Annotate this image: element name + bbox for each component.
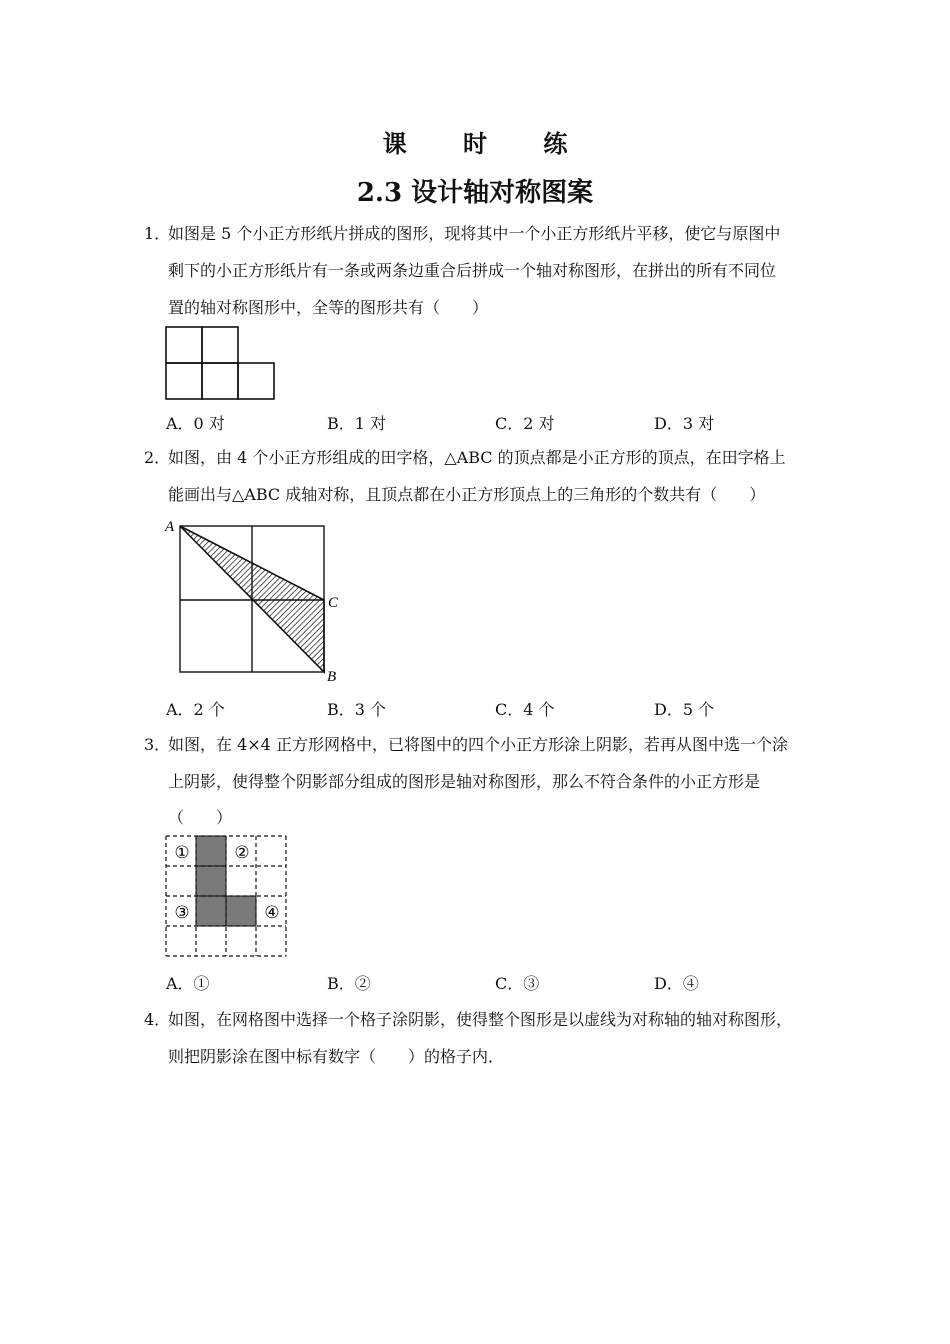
option-b[interactable]: B．1 对 [327, 414, 387, 433]
option-a[interactable]: A．2 个 [166, 700, 225, 719]
question-text-line: 剩下的小正方形纸片有一条或两条边重合后拼成一个轴对称图形，在拼出的所有不同位 [168, 261, 777, 280]
option-d[interactable]: D．3 对 [654, 414, 715, 433]
cell-label-1: ① [174, 843, 190, 862]
page-title: 课 时 练 [382, 129, 592, 158]
question-text-line: 置的轴对称图形中，全等的图形共有（ ） [168, 298, 489, 317]
page-subtitle: 2.3 设计轴对称图案 [356, 178, 594, 208]
triangle-grid-figure [162, 514, 352, 686]
option-b[interactable]: B．② [327, 974, 371, 993]
question-text-line: 能画出与△ABC 成轴对称，且顶点都在小正方形顶点上的三角形的个数共有（ ） [168, 485, 766, 504]
option-c[interactable]: C．③ [495, 974, 540, 993]
vertex-label-b: B [327, 669, 337, 685]
question-text-line: 上阴影，使得整个阴影部分组成的图形是轴对称图形，那么不符合条件的小正方形是 [168, 772, 761, 791]
shaded-cell [196, 866, 226, 896]
option-d[interactable]: D．④ [654, 974, 699, 993]
cell-label-2: ② [234, 843, 250, 862]
question-text-line: 如图，在 4×4 正方形网格中，已将图中的四个小正方形涂上阴影，若再从图中选一个涂 [168, 735, 788, 754]
vertex-label-c: C [328, 595, 339, 611]
question-text-line: 则把阴影涂在图中标有数字（ ）的格子内． [168, 1047, 505, 1066]
shaded-cell [196, 896, 226, 926]
vertex-label-a: A [165, 519, 175, 535]
shaded-cell [196, 836, 226, 866]
question-text-line: 如图，在网格图中选择一个格子涂阴影，使得整个图形是以虚线为对称轴的轴对称图形， [168, 1010, 793, 1029]
five-squares-figure [164, 325, 276, 401]
option-a[interactable]: A．① [166, 974, 210, 993]
question-text-line: 如图，由 4 个小正方形组成的田字格，△ABC 的顶点都是小正方形的顶点，在田字格上 [168, 448, 786, 467]
question-number: 3． [144, 735, 171, 754]
option-d[interactable]: D．5 个 [654, 700, 715, 719]
cell-label-3: ③ [174, 903, 190, 922]
option-c[interactable]: C．4 个 [495, 700, 555, 719]
dashed-grid-figure [164, 834, 290, 960]
question-text-line: 如图是 5 个小正方形纸片拼成的图形，现将其中一个小正方形纸片平移，使它与原图中 [168, 224, 781, 243]
question-number: 2． [144, 448, 171, 467]
option-c[interactable]: C．2 对 [495, 414, 555, 433]
shaded-cell [226, 896, 256, 926]
option-a[interactable]: A．0 对 [166, 414, 225, 433]
question-number: 4． [144, 1010, 171, 1029]
question-text-line: （ ） [168, 808, 233, 827]
option-b[interactable]: B．3 个 [327, 700, 387, 719]
cell-label-4: ④ [264, 903, 280, 922]
question-number: 1． [144, 224, 171, 243]
